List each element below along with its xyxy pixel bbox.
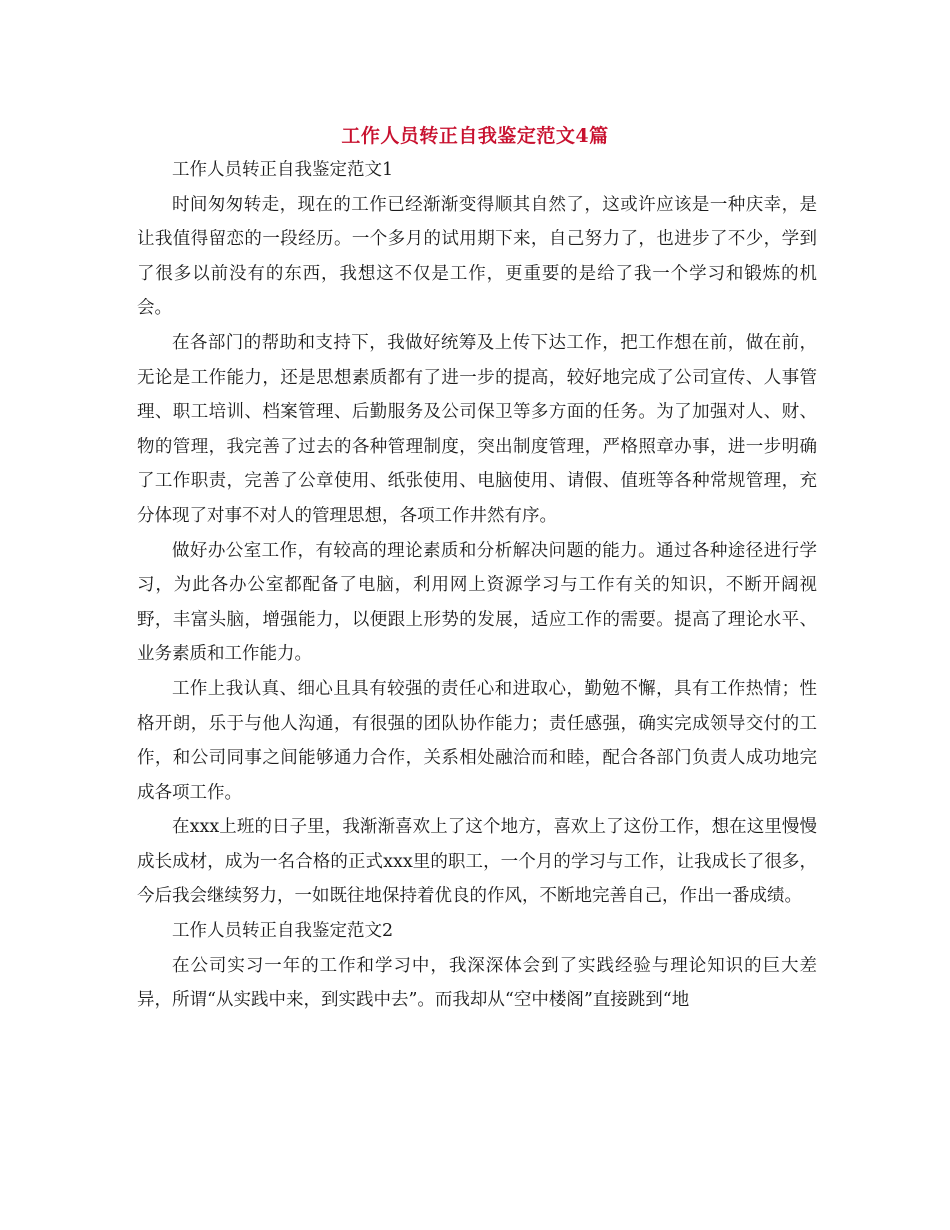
section-heading-2: 工作人员转正自我鉴定范文2	[172, 921, 394, 942]
document-title: 工作人员转正自我鉴定范文4篇	[341, 125, 609, 147]
paragraph: 在各部门的帮助和支持下，我做好统筹及上传下达工作，把工作想在前，做在前，无论是工作能力，还是思想素质都有了进一步的提高，较好地完成了公司宣传、人事管理、职工培训、档案管理、后勤服务及公司保卫等多方面的任务。为了加强对人、财、物的管理，我完善了过去的各种管理制度，突出制度管理，严格照章办事，进一步明确了工作职责，完善了公章使用、纸张使用、电脑使用、请假、值班等各种常规管理，充分体现了对事不对人的管理思想，各项工作井然有序。	[137, 332, 817, 526]
paragraph: 时间匆匆转走，现在的工作已经渐渐变得顺其自然了，这或许应该是一种庆幸，是让我值得留恋的一段经历。一个多月的试用期下来，自己努力了，也进步了不少，学到了很多以前没有的东西，我想这不仅是工作，更重要的是给了我一个学习和锻炼的机会。	[137, 194, 817, 319]
paragraph: 在xxx上班的日子里，我渐渐喜欢上了这个地方，喜欢上了这份工作，想在这里慢慢成长成材，成为一名合格的正式xxx里的职工，一个月的学习与工作，让我成长了很多，今后我会继续努力，一如既往地保持着优良的作风，不断地完善自己，作出一番成绩。	[137, 817, 817, 907]
paragraph: 工作上我认真、细心且具有较强的责任心和进取心，勤勉不懈，具有工作热情；性格开朗，乐于与他人沟通，有很强的团队协作能力；责任感强，确实完成领导交付的工作，和公司同事之间能够通力合作，关系相处融洽而和睦，配合各部门负责人成功地完成各项工作。	[137, 678, 817, 803]
paragraph: 在公司实习一年的工作和学习中，我深深体会到了实践经验与理论知识的巨大差异，所谓“从实践中来，到实践中去”。而我却从“空中楼阁”直接跳到“地	[137, 955, 817, 1011]
document-body	[137, 153, 817, 1018]
paragraph: 做好办公室工作，有较高的理论素质和分析解决问题的能力。通过各种途径进行学习，为此各办公室都配备了电脑，利用网上资源学习与工作有关的知识，不断开阔视野，丰富头脑，增强能力，以便跟上形势的发展，适应工作的需要。提高了理论水平、业务素质和工作能力。	[137, 540, 817, 665]
section-heading-1: 工作人员转正自我鉴定范文1	[172, 160, 394, 180]
